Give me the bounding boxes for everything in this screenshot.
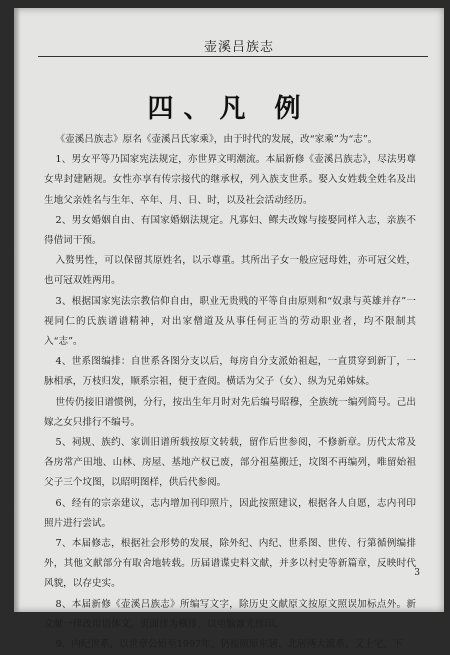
running-header-title: 壶溪吕族志: [204, 40, 275, 55]
paragraph: 7、本届修志，根据社会形势的发展，除外纪、内纪、世系图、世传、行第循例编排外，其他文献部分有取舍地转载。历届谱谍史料文献，并多以村史等新篇章，反映时代风貌，以存史实。: [44, 538, 416, 590]
paragraph: 6、经有的宗亲建议，志内增加刊印照片，因此按照建议，根据各人自愿，志内刊印照片进行尝试。: [44, 497, 416, 529]
paragraph: 3、根据国家宪法宗教信仰自由，职业无贵贱的平等自由原则和“奴隶与英雄并存”一视同仁的氏族谱谱精神，对出家僧道及从事任何正当的劳动职业者，均不限制其入“志”。: [44, 295, 416, 348]
paragraph: 4、世系图编排：自世系各图分支以后，每房自分支派始祖起，一直贯穿到新丁，一脉相承，万枝归发，顺系宗祖，便于查阅。横话为父子（女）、纵为兄弟姊妹。: [44, 356, 416, 388]
page-number: 3: [414, 568, 420, 578]
paragraph: 8、本届新修《壶溪吕族志》所编写文字，除历史文献原文按原文照误加标点外。新文献一律改用语体文。页面排为横排，以电脑激光排印。: [44, 598, 416, 630]
paragraph: 5、祠规、族约、家训旧谱所载按原文转载，留作后世参阅，不修新章。历代太常及各房常产田地、山林、房屋、基地产权已废，部分祖墓搬迁，坟图不再编列，唯留始祖父子三个坟图，以昭明图样，供后代参阅。: [44, 437, 416, 489]
body-text: [44, 130, 416, 655]
paragraph: 1、男女平等乃国家宪法规定，亦世界文明潮流。本届新修《壶溪吕族志》，尽法男尊女卑封建陋规。女性亦享有传宗接代的继承权，列入族支世系。娶入女姓载全姓名及出生地父亲姓名与生年、卒年、月、日、时，以及社会活动经历。: [44, 154, 416, 206]
header-rule: [38, 56, 428, 57]
document-page: [14, 8, 444, 651]
paragraph: 世传仍接旧谱惯例，分行，按出生年月时对先后编号昭穆，全族统一编列简号。己出嫁之女只排行不编号。: [44, 396, 416, 428]
paragraph: 《壶溪吕族志》原名《壶溪吕氏家乘》，由于时代的发展，改“家乘”为“志”。: [55, 134, 378, 145]
paragraph: 2、男女婚姻自由、有国家婚姻法规定。凡寡妇、鳏夫改嫁与接娶同样入志，亲族不得借词干预。: [44, 214, 416, 247]
section-title: 四、凡 例: [147, 94, 311, 124]
paragraph: 入赘男性，可以保留其原姓名，以示尊重。其所出子女一般应冠母姓，亦可冠父姓，也可冠双姓两用。: [44, 255, 416, 287]
paragraph: 9、内纪世系，以世章公始至1997年，仍接照原东居、北居两大派系，又上宅、下: [55, 639, 403, 651]
